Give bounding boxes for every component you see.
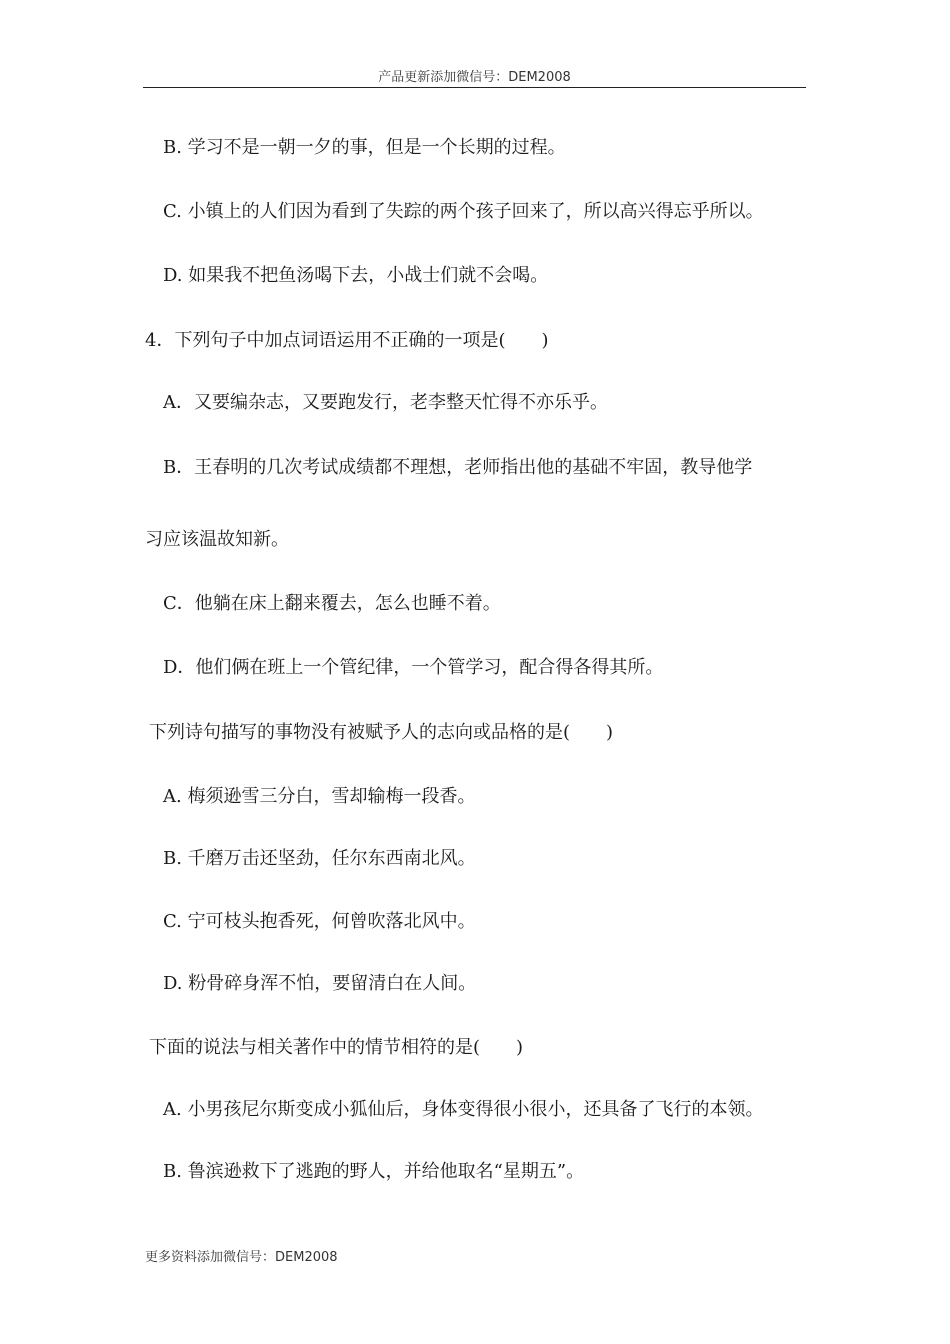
q3-option-b: B. 学习不是一朝一夕的事，但是一个长期的过程。 (163, 137, 566, 158)
q4-option-d: D．他们俩在班上一个管纪律，一个管学习，配合得各得其所。 (163, 657, 664, 678)
q3-option-c: C. 小镇上的人们因为看到了失踪的两个孩子回来了，所以高兴得忘乎所以。 (163, 201, 764, 222)
q5-option-d: D. 粉骨碎身浑不怕，要留清白在人间。 (163, 973, 477, 994)
q5-option-a: A. 梅须逊雪三分白，雪却输梅一段香。 (163, 786, 476, 807)
q4-option-b-line1: B．王春明的几次考试成绩都不理想，老师指出他的基础不牢固，教导他学 (163, 457, 753, 478)
q4-option-a: A．又要编杂志，又要跑发行，老李整天忙得不亦乐乎。 (163, 392, 608, 413)
q5-stem: 下列诗句描写的事物没有被赋予人的志向或品格的是( ) (149, 722, 614, 743)
header-divider (143, 87, 806, 88)
q4-stem: 4．下列句子中加点词语运用不正确的一项是( ) (145, 330, 549, 351)
q6-option-a: A. 小男孩尼尔斯变成小狐仙后，身体变得很小很小，还具备了飞行的本领。 (163, 1099, 764, 1120)
page-header: 产品更新添加微信号：DEM2008 (378, 70, 571, 85)
q5-option-b: B. 千磨万击还坚劲，任尔东西南北风。 (163, 848, 476, 869)
q3-option-d: D. 如果我不把鱼汤喝下去，小战士们就不会喝。 (163, 265, 549, 286)
q4-option-b-line2: 习应该温故知新。 (145, 529, 289, 550)
page-footer: 更多资料添加微信号：DEM2008 (145, 1250, 338, 1265)
q6-option-b: B. 鲁滨逊救下了逃跑的野人，并给他取名“星期五”。 (163, 1161, 585, 1182)
q5-option-c: C. 宁可枝头抱香死，何曾吹落北风中。 (163, 911, 476, 932)
q6-stem: 下面的说法与相关著作中的情节相符的是( ) (149, 1037, 524, 1058)
q4-option-c: C．他躺在床上翻来覆去，怎么也睡不着。 (163, 593, 501, 614)
